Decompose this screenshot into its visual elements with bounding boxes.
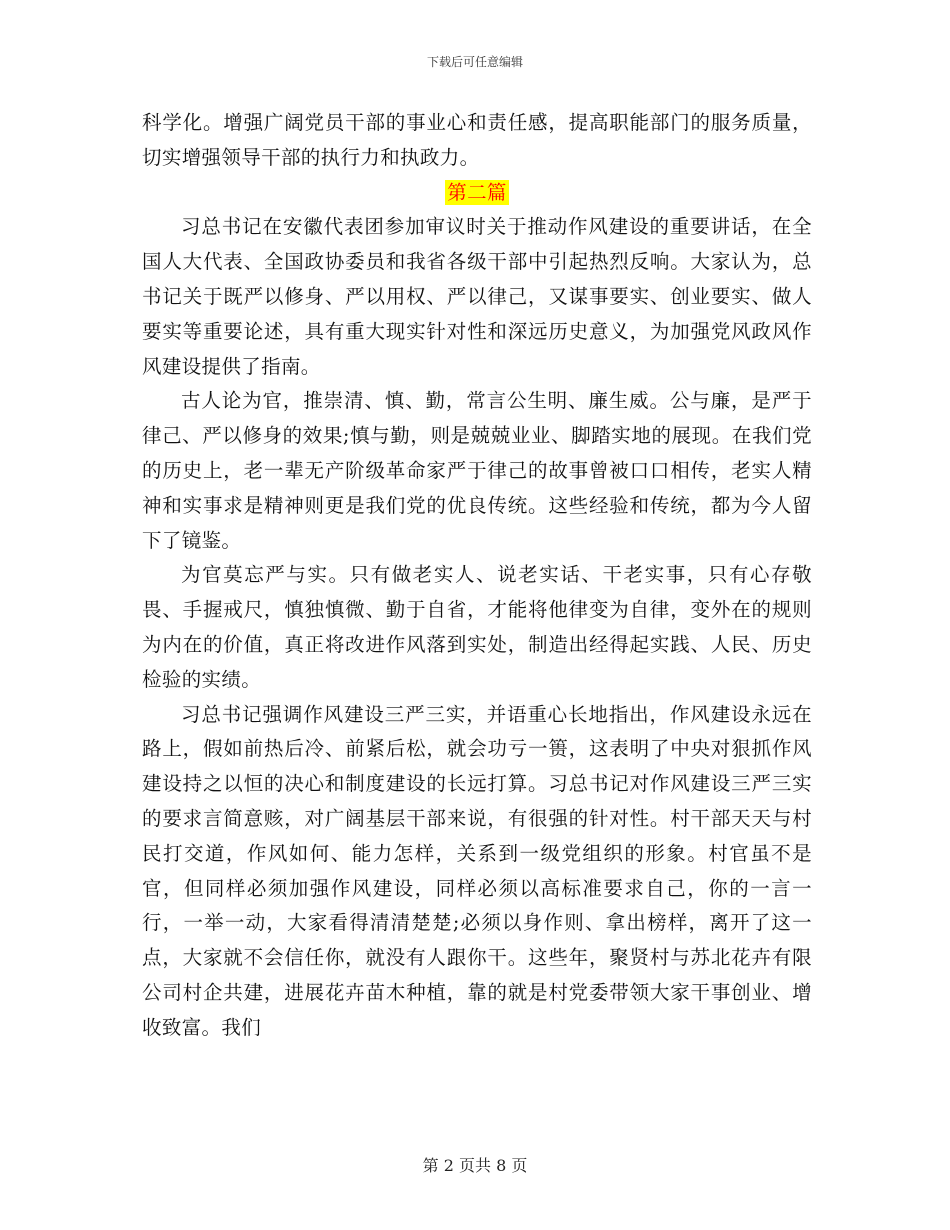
section-title: 第二篇 xyxy=(447,180,507,204)
page-header: 下载后可任意编辑 xyxy=(426,55,523,69)
paragraph-3: 为官莫忘严与实。只有做老实人、说老实话、干老实事，只有心存敬畏、手握戒尺，慎独慎微、勤于自省，才能将他律变为自律，变外在的规则为内在的价值，真正将改进作风落到实处，制造出经得起实践、人民、历史检验的实绩。 xyxy=(142,563,812,691)
paragraph-4: 习总书记强调作风建设三严三实，并语重心长地指出，作风建设永远在路上，假如前热后冷、前紧后松，就会功亏一篑，这表明了中央对狠抓作风建设持之以恒的决心和制度建设的长远打算。习总书记对作风建设三严三实的要求言简意赅，对广阔基层干部来说，有很强的针对性。村干部天天与村民打交道，作风如何、能力怎样，关系到一级党组织的形象。村官虽不是官，但同样必须加强作风建设，同样必须以高标准要求自己，你的一言一行，一举一动，大家看得清清楚楚;必须以身作则、拿出榜样，离开了这一点，大家就不会信任你，就没有人跟你干。这些年，聚贤村与苏北花卉有限公司村企共建，进展花卉苗木种植，靠的就是村党委带领大家干事创业、增收致富。我们 xyxy=(142,702,812,1039)
paragraph-1: 习总书记在安徽代表团参加审议时关于推动作风建设的重要讲话，在全国人大代表、全国政协委员和我省各级干部中引起热烈反响。大家认为，总书记关于既严以修身、严以用权、严以律己，又谋事要实、创业要实、做人要实等重要论述，具有重大现实针对性和深远历史意义，为加强党风政风作风建设提供了指南。 xyxy=(142,215,812,378)
document-body xyxy=(142,106,812,1046)
paragraph-2: 古人论为官，推崇清、慎、勤，常言公生明、廉生威。公与廉，是严于律己、严以修身的效果;慎与勤，则是兢兢业业、脚踏实地的展现。在我们党的历史上，老一辈无产阶级革命家严于律己的故事曾被口口相传，老实人精神和实事求是精神则更是我们党的优良传统。这些经验和传统，都为今人留下了镜鉴。 xyxy=(142,389,812,552)
section-heading xyxy=(142,176,812,211)
page-number-footer: 第 2 页共 8 页 xyxy=(422,1156,528,1175)
continuation-paragraph: 科学化。增强广阔党员干部的事业心和责任感，提高职能部门的服务质量，切实增强领导干部的执行力和执政力。 xyxy=(142,111,812,169)
